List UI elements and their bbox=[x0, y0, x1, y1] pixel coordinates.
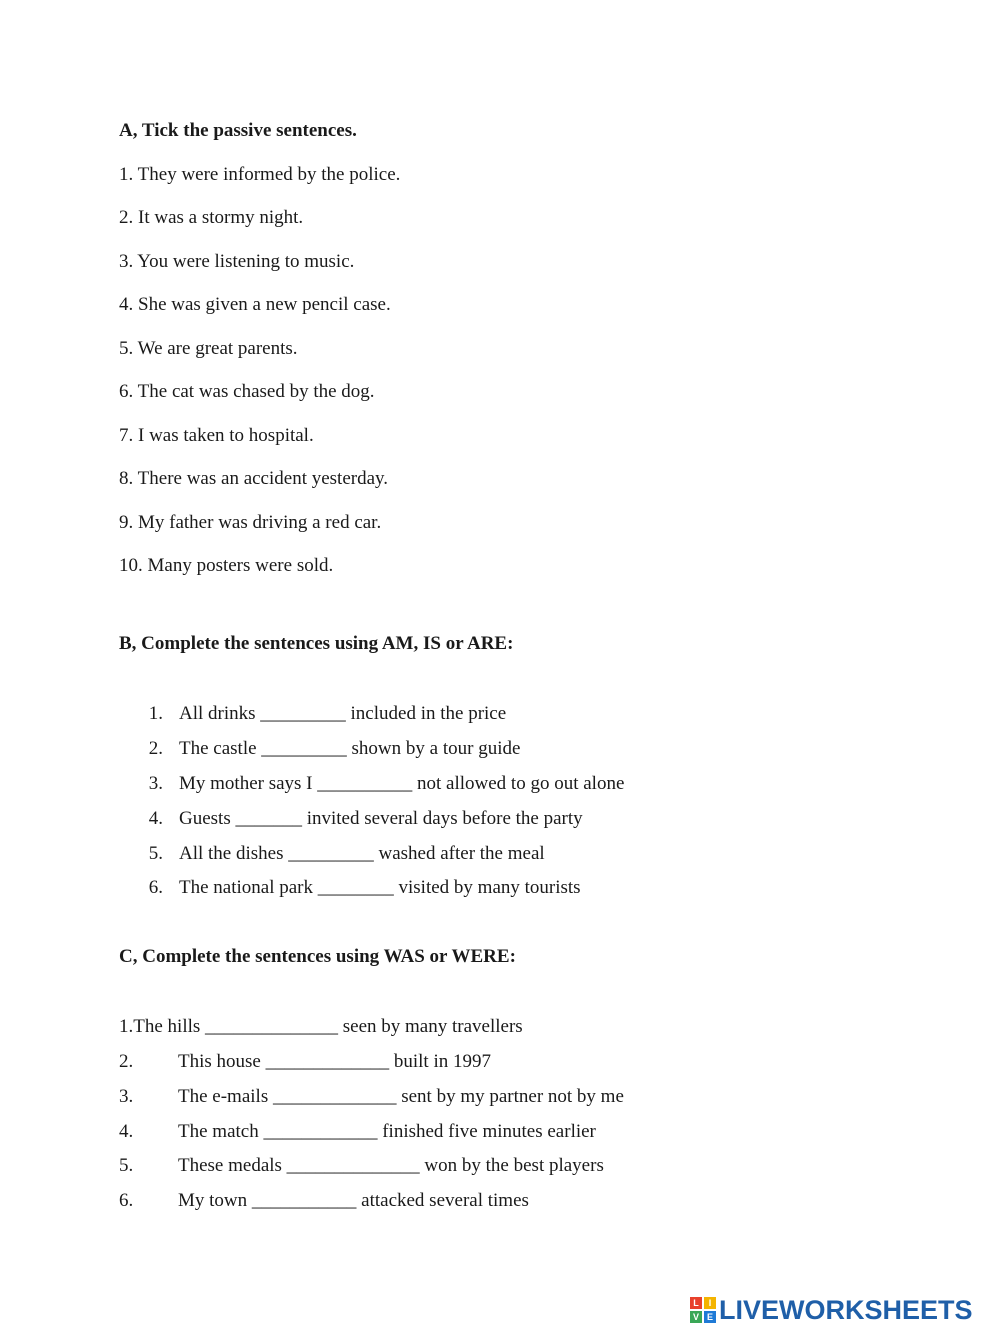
section-c-item-number: 6. bbox=[119, 1190, 134, 1211]
logo-block: E bbox=[704, 1311, 716, 1323]
section-c-item-4: The match ____________ finished five minutes earlier bbox=[178, 1121, 596, 1142]
section-b-item-5: All the dishes _________ washed after the meal bbox=[179, 843, 545, 864]
section-b-item-number: 1. bbox=[148, 703, 163, 724]
section-a-item-5: 5. We are great parents. bbox=[119, 338, 298, 359]
section-c-item-5: These medals ______________ won by the best players bbox=[178, 1155, 604, 1176]
section-c-item-1: 1.The hills ______________ seen by many travellers bbox=[119, 1016, 523, 1037]
section-c-heading: C, Complete the sentences using WAS or WERE: bbox=[119, 946, 516, 967]
section-b-item-2: The castle _________ shown by a tour guide bbox=[179, 738, 521, 759]
section-b-heading: B, Complete the sentences using AM, IS or ARE: bbox=[119, 633, 514, 654]
section-b-item-number: 5. bbox=[148, 843, 163, 864]
section-b-item-6: The national park ________ visited by many tourists bbox=[179, 877, 581, 898]
logo-block: L bbox=[690, 1297, 702, 1309]
section-c-item-2: This house _____________ built in 1997 bbox=[178, 1051, 491, 1072]
section-a-item-3: 3. You were listening to music. bbox=[119, 251, 355, 272]
section-c-item-6: My town ___________ attacked several times bbox=[178, 1190, 529, 1211]
section-b-item-1: All drinks _________ included in the price bbox=[179, 703, 507, 724]
section-c-item-3: The e-mails _____________ sent by my partner not by me bbox=[178, 1086, 624, 1107]
section-a-item-4: 4. She was given a new pencil case. bbox=[119, 294, 391, 315]
section-a-item-7: 7. I was taken to hospital. bbox=[119, 425, 314, 446]
section-a-item-9: 9. My father was driving a red car. bbox=[119, 512, 382, 533]
section-b-item-4: Guests _______ invited several days before the party bbox=[179, 808, 583, 829]
logo-block: I bbox=[704, 1297, 716, 1309]
section-b-item-number: 4. bbox=[148, 808, 163, 829]
section-a-item-10: 10. Many posters were sold. bbox=[119, 555, 334, 576]
section-c-item-number: 5. bbox=[119, 1155, 134, 1176]
section-a-heading: A, Tick the passive sentences. bbox=[119, 120, 357, 141]
section-c-item-number: 2. bbox=[119, 1051, 134, 1072]
section-b-item-number: 6. bbox=[148, 877, 163, 898]
liveworksheets-logo bbox=[690, 1294, 973, 1326]
logo-block: V bbox=[690, 1311, 702, 1323]
section-c-item-number: 3. bbox=[119, 1086, 134, 1107]
logo-blocks-icon bbox=[690, 1297, 716, 1323]
logo-text: LIVEWORKSHEETS bbox=[719, 1294, 973, 1325]
section-b-item-number: 3. bbox=[148, 773, 163, 794]
section-a-item-8: 8. There was an accident yesterday. bbox=[119, 468, 389, 489]
section-a-item-6: 6. The cat was chased by the dog. bbox=[119, 381, 375, 402]
section-b-item-3: My mother says I __________ not allowed to go out alone bbox=[179, 773, 625, 794]
section-a-item-2: 2. It was a stormy night. bbox=[119, 207, 304, 228]
section-c-item-number: 4. bbox=[119, 1121, 134, 1142]
section-a-item-1: 1. They were informed by the police. bbox=[119, 164, 401, 185]
section-b-item-number: 2. bbox=[148, 738, 163, 759]
